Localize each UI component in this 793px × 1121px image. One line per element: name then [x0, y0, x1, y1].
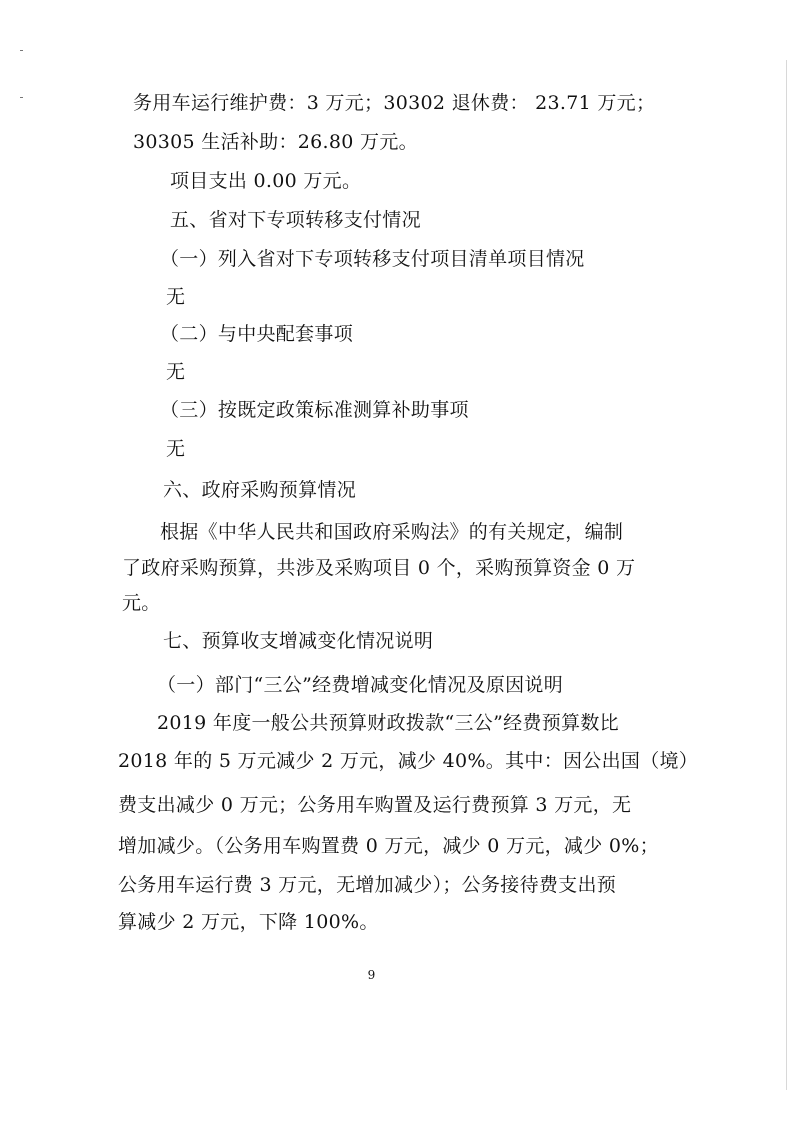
text-line: 项目支出 0.00 万元。 [170, 170, 362, 192]
page-number: 9 [367, 968, 376, 982]
scan-mark [20, 50, 23, 51]
text-line: 2018 年的 5 万元减少 2 万元，减少 40%。其中：因公出国（境） [118, 750, 699, 772]
section-heading: 五、省对下专项转移支付情况 [170, 209, 421, 231]
text-line: 根据《中华人民共和国政府采购法》的有关规定，编制 [160, 521, 624, 543]
text-line: 无 [166, 286, 186, 308]
text-line: 无 [166, 361, 186, 383]
text-line: 了政府采购预算，共涉及采购项目 0 个，采购预算资金 0 万 [122, 557, 636, 579]
text-line: 务用车运行维护费：3 万元；30302 退休费： 23.71 万元； [133, 92, 656, 114]
scan-edge-line [786, 60, 787, 1090]
section-heading: 七、预算收支增减变化情况说明 [163, 630, 434, 652]
text-line: 算减少 2 万元，下降 100%。 [118, 911, 379, 933]
subsection-heading: （一）部门“三公”经费增减变化情况及原因说明 [157, 674, 564, 696]
subsection-heading: （三）按既定政策标准测算补助事项 [160, 399, 469, 421]
text-line: 30305 生活补助：26.80 万元。 [133, 131, 418, 153]
text-line: 公务用车运行费 3 万元，无增加减少）；公务接待费支出预 [118, 874, 617, 896]
text-line: 无 [166, 438, 186, 460]
subsection-heading: （一）列入省对下专项转移支付项目清单项目情况 [160, 248, 585, 270]
text-line: 费支出减少 0 万元；公务用车购置及运行费预算 3 万元，无 [118, 794, 632, 816]
text-line: 元。 [122, 592, 161, 614]
scan-mark [20, 97, 23, 98]
section-heading: 六、政府采购预算情况 [163, 479, 357, 501]
subsection-heading: （二）与中央配套事项 [160, 323, 354, 345]
text-line: 2019 年度一般公共预算财政拨款“三公”经费预算数比 [157, 712, 619, 734]
text-line: 增加减少。（公务用车购置费 0 万元，减少 0 万元，减少 0%； [118, 835, 659, 857]
